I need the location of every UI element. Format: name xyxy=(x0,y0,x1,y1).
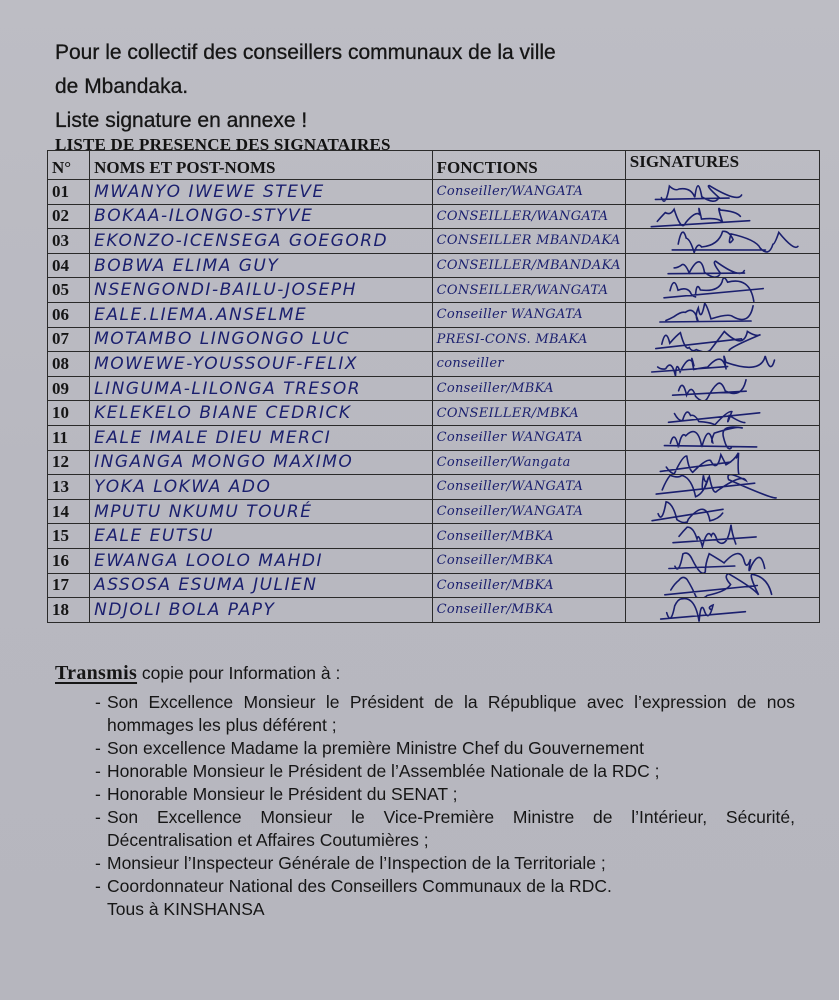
recipient-text: Son Excellence Monsieur le Vice-Première Ministre de l’Intérieur, Sécurité, Décentralisation et Affaires Coutumières ; xyxy=(107,807,795,850)
intro-line-1: Pour le collectif des conseillers communaux de la ville xyxy=(55,41,556,64)
transmis-section xyxy=(55,662,795,921)
dash-bullet: - xyxy=(95,876,101,896)
row-function: Conseiller/WANGATA xyxy=(432,499,625,524)
recipient-text: Honorable Monsieur le Président de l’Assemblée Nationale de la RDC ; xyxy=(107,761,660,781)
signature-scribble xyxy=(626,204,766,229)
signature-scribble xyxy=(626,425,766,450)
transmis-heading xyxy=(55,662,795,685)
signature-scribble xyxy=(626,598,766,623)
row-name: LINGUMA-LILONGA TRESOR xyxy=(90,376,433,401)
list-item xyxy=(95,852,795,875)
table-header-row xyxy=(48,151,820,180)
row-function: Conseiller/WANGATA xyxy=(432,180,625,205)
table-row xyxy=(48,204,820,229)
row-function: Conseiller/Wangata xyxy=(432,450,625,475)
row-number: 18 xyxy=(48,598,90,623)
row-name: EWANGA LOOLO MAHDI xyxy=(90,548,433,573)
table-row xyxy=(48,450,820,475)
row-number: 06 xyxy=(48,302,90,327)
intro-line-3: Liste signature en annexe ! xyxy=(55,109,308,132)
signature-scribble xyxy=(626,450,766,475)
row-number: 09 xyxy=(48,376,90,401)
list-item xyxy=(95,806,795,852)
row-function: conseiller xyxy=(432,352,625,377)
signature-scribble xyxy=(626,229,766,254)
row-function: Conseiller/WANGATA xyxy=(432,475,625,500)
table-row xyxy=(48,524,820,549)
row-signature xyxy=(625,573,819,598)
row-signature xyxy=(625,401,819,426)
row-function: CONSEILLER/WANGATA xyxy=(432,278,625,303)
table-row xyxy=(48,180,820,205)
row-name: MOWEWE-YOUSSOUF-FELIX xyxy=(90,352,433,377)
table-row xyxy=(48,548,820,573)
row-number: 15 xyxy=(48,524,90,549)
row-name: EALE IMALE DIEU MERCI xyxy=(90,425,433,450)
row-signature xyxy=(625,180,819,205)
recipient-text: Coordonnateur National des Conseillers Communaux de la RDC. xyxy=(107,876,612,896)
row-function: Conseiller WANGATA xyxy=(432,302,625,327)
row-number: 10 xyxy=(48,401,90,426)
table-row xyxy=(48,376,820,401)
list-item xyxy=(95,760,795,783)
list-item xyxy=(95,691,795,737)
row-number: 13 xyxy=(48,475,90,500)
row-name: NDJOLI BOLA PAPY xyxy=(90,598,433,623)
intro-line-2: de Mbandaka. xyxy=(55,75,189,98)
row-name: KELEKELO BIANE CEDRICK xyxy=(90,401,433,426)
row-name: MWANYO IWEWE STEVE xyxy=(90,180,433,205)
row-signature xyxy=(625,425,819,450)
row-number: 02 xyxy=(48,204,90,229)
dash-bullet: - xyxy=(95,853,101,873)
row-function: PRESI-CONS. MBAKA xyxy=(432,327,625,352)
row-signature xyxy=(625,475,819,500)
signature-scribble xyxy=(626,180,766,205)
signature-scribble xyxy=(626,573,766,598)
table-row xyxy=(48,598,820,623)
row-name: NSENGONDI-BAILU-JOSEPH xyxy=(90,278,433,303)
row-function: Conseiller/MBKA xyxy=(432,376,625,401)
row-name: EALE EUTSU xyxy=(90,524,433,549)
recipient-text: Son excellence Madame la première Ministre Chef du Gouvernement xyxy=(107,738,644,758)
row-name: INGANGA MONGO MAXIMO xyxy=(90,450,433,475)
row-function: CONSEILLER/MBKA xyxy=(432,401,625,426)
row-name: YOKA LOKWA ADO xyxy=(90,475,433,500)
row-function: Conseiller/MBKA xyxy=(432,524,625,549)
row-number: 04 xyxy=(48,253,90,278)
row-signature xyxy=(625,352,819,377)
table-row xyxy=(48,278,820,303)
table-row xyxy=(48,573,820,598)
row-name: MPUTU NKUMU TOURÉ xyxy=(90,499,433,524)
row-name: EKONZO-ICENSEGA GOEGORD xyxy=(90,229,433,254)
table-row xyxy=(48,229,820,254)
signature-scribble xyxy=(626,302,766,327)
row-signature xyxy=(625,204,819,229)
row-number: 12 xyxy=(48,450,90,475)
signature-scribble xyxy=(626,352,766,377)
row-signature xyxy=(625,376,819,401)
dash-bullet: - xyxy=(95,784,101,804)
row-name: EALE.LIEMA.ANSELME xyxy=(90,302,433,327)
row-name: MOTAMBO LINGONGO LUC xyxy=(90,327,433,352)
row-signature xyxy=(625,327,819,352)
row-number: 07 xyxy=(48,327,90,352)
dash-bullet: - xyxy=(95,738,101,758)
row-name: BOBWA ELIMA GUY xyxy=(90,253,433,278)
list-item xyxy=(95,783,795,806)
signature-table xyxy=(47,150,820,623)
signature-scribble xyxy=(626,376,766,401)
table-row xyxy=(48,401,820,426)
row-name: ASSOSA ESUMA JULIEN xyxy=(90,573,433,598)
table-row xyxy=(48,499,820,524)
row-signature xyxy=(625,499,819,524)
row-function: Conseiller WANGATA xyxy=(432,425,625,450)
dash-bullet: - xyxy=(95,807,101,827)
signature-scribble xyxy=(626,475,766,500)
row-function: Conseiller/MBKA xyxy=(432,598,625,623)
transmis-text: copie pour Information à : xyxy=(137,663,341,683)
recipient-list xyxy=(55,691,795,898)
header-number: N° xyxy=(48,151,90,180)
signature-scribble xyxy=(626,524,766,549)
table-row xyxy=(48,352,820,377)
row-number: 05 xyxy=(48,278,90,303)
row-signature xyxy=(625,450,819,475)
row-signature xyxy=(625,253,819,278)
row-number: 11 xyxy=(48,425,90,450)
table-row xyxy=(48,253,820,278)
recipient-text: Son Excellence Monsieur le Président de la République avec l’expression de nos hommages les plus déférent ; xyxy=(107,692,795,735)
row-name: BOKAA-ILONGO-STYVE xyxy=(90,204,433,229)
row-number: 16 xyxy=(48,548,90,573)
row-function: CONSEILLER MBANDAKA xyxy=(432,229,625,254)
row-signature xyxy=(625,278,819,303)
row-number: 01 xyxy=(48,180,90,205)
row-signature xyxy=(625,229,819,254)
header-names: NOMS ET POST-NOMS xyxy=(90,151,433,180)
dash-bullet: - xyxy=(95,692,101,712)
list-item xyxy=(95,737,795,760)
header-functions: FONCTIONS xyxy=(432,151,625,180)
row-number: 17 xyxy=(48,573,90,598)
row-number: 14 xyxy=(48,499,90,524)
list-title: LISTE DE PRESENCE DES SIGNATAIRES xyxy=(55,135,391,154)
row-number: 08 xyxy=(48,352,90,377)
row-function: CONSEILLER/MBANDAKA xyxy=(432,253,625,278)
signature-scribble xyxy=(626,278,766,303)
table-row xyxy=(48,302,820,327)
recipient-final-line: Tous à KINSHANSA xyxy=(107,899,265,919)
row-signature xyxy=(625,598,819,623)
recipient-text: Honorable Monsieur le Président du SENAT ; xyxy=(107,784,458,804)
dash-bullet: - xyxy=(95,761,101,781)
intro-paragraph xyxy=(55,36,795,138)
signature-scribble xyxy=(626,253,766,278)
header-signatures: SIGNATURES xyxy=(625,151,819,180)
transmis-label: Transmis xyxy=(55,662,138,684)
row-function: Conseiller/MBKA xyxy=(432,573,625,598)
row-signature xyxy=(625,302,819,327)
list-item xyxy=(95,875,795,898)
row-signature xyxy=(625,548,819,573)
signature-scribble xyxy=(626,401,766,426)
row-number: 03 xyxy=(48,229,90,254)
signature-scribble xyxy=(626,548,766,573)
signature-scribble xyxy=(626,499,766,524)
table-row xyxy=(48,425,820,450)
table-row xyxy=(48,475,820,500)
recipient-text: Monsieur l’Inspecteur Générale de l’Inspection de la Territoriale ; xyxy=(107,853,606,873)
table-row xyxy=(48,327,820,352)
signature-scribble xyxy=(626,327,766,352)
row-function: CONSEILLER/WANGATA xyxy=(432,204,625,229)
row-function: Conseiller/MBKA xyxy=(432,548,625,573)
row-signature xyxy=(625,524,819,549)
